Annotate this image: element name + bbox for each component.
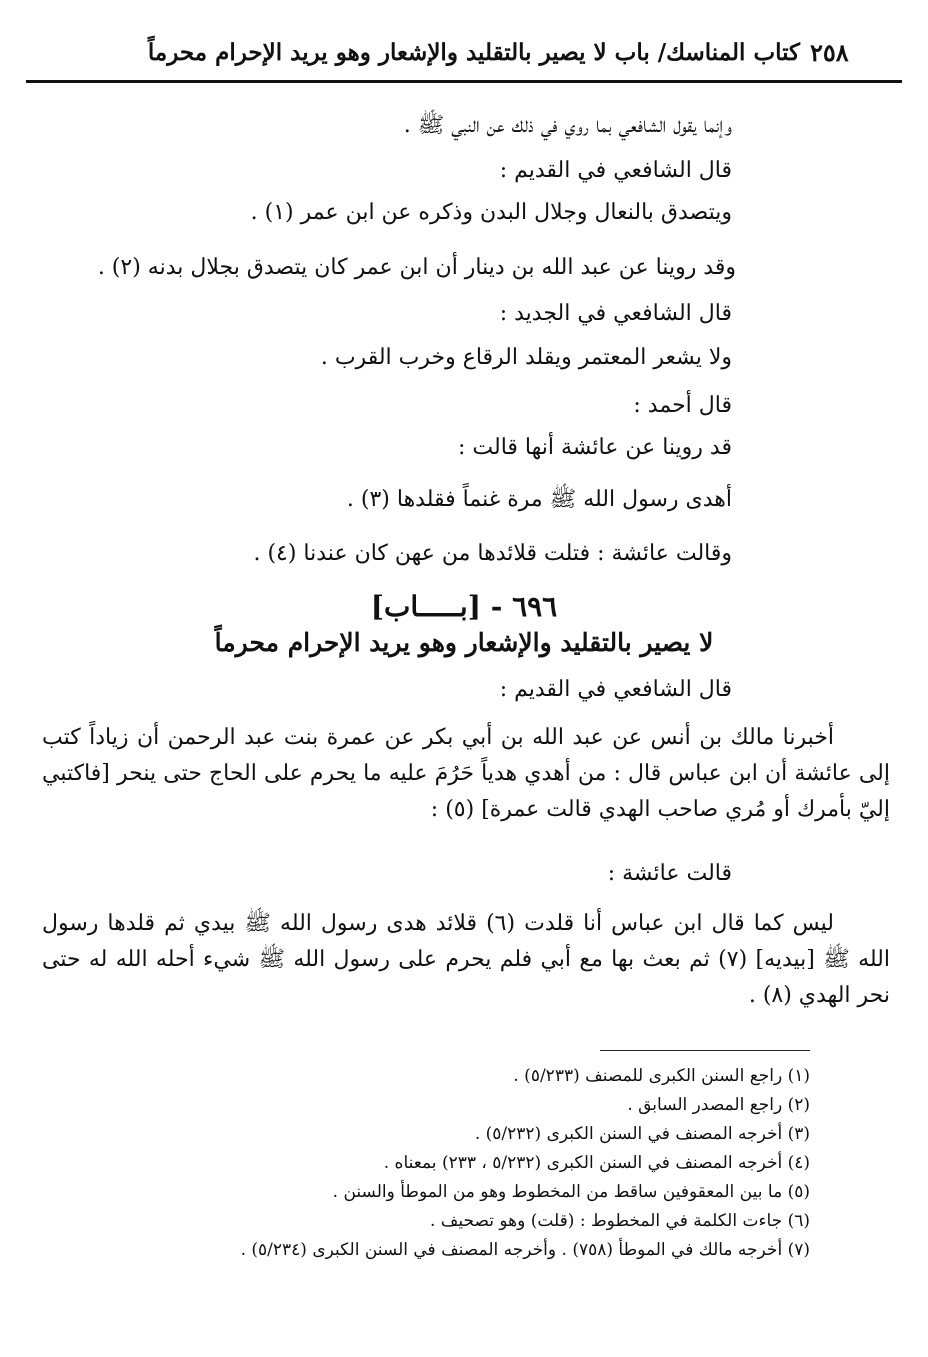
footnote: (٣) أخرجه المصنف في السنن الكبرى (٥/٢٣٢) . [474,1124,810,1144]
text-line: قال أحمد : [633,393,732,418]
footnote: (٢) راجع المصدر السابق . [627,1095,810,1115]
footnote: (٧) أخرجه مالك في الموطأ (٧٥٨) . وأخرجه المصنف في السنن الكبرى (٥/٢٣٤) . [240,1240,810,1260]
footnote: (٦) جاءت الكلمة في المخطوط : (قلت) وهو تصحيف . [429,1211,810,1231]
chapter-number: ٦٩٦ - [بـــــاب] [370,590,558,623]
footnote: (١) راجع السنن الكبرى للمصنف (٥/٢٣٣) . [513,1066,810,1086]
footnotes [60,1062,810,1265]
footnote-rule [600,1050,810,1051]
footnote: (٥) ما بين المعقوفين ساقط من المخطوط وهو من الموطأ والسنن . [332,1182,810,1202]
paragraph: ليس كما قال ابن عباس أنا قلدت (٦) قلائد هدى رسول الله ﷺ بيدي ثم قلدها رسول الله ﷺ [بيديه] (٧) ثم بعث بها مع أبي فلم يحرم على رسول الله ﷺ شيء أحله الله له حتى نحر الهدي (٨) . [42,911,890,1008]
text-line: ويتصدق بالنعال وجلال البدن وذكره عن ابن عمر (١) . [250,200,732,225]
running-header: كتاب المناسك/ باب لا يصير بالتقليد والإشعار وهو يريد الإحرام محرماً [147,39,800,66]
text-line: أهدى رسول الله ﷺ مرة غنماً فقلدها (٣) . [346,487,732,512]
text-line: قال الشافعي في القديم : [499,158,732,183]
section-heading: قال الشافعي في القديم : [499,677,732,702]
header-rule [26,80,902,83]
text-line: قال الشافعي في الجديد : [499,301,732,326]
page-number: ٢٥٨ [810,38,849,67]
paragraph: أخبرنا مالك بن أنس عن عبد الله بن أبي بكر عن عمرة بنت عبد الرحمن أن زياداً كتب إلى عائشة أن ابن عباس قال : من أهدي هدياً حَرُمَ عليه ما يحرم على الحاج حتى ينحر [فاكتبي إليّ بأمرك أو مُري صاحب الهدي قالت عمرة] (٥) : [42,725,890,822]
section-heading: قالت عائشة : [607,861,732,886]
footnote: (٤) أخرجه المصنف في السنن الكبرى (٥/٢٣٢ ، ٢٣٣) بمعناه . [383,1153,810,1173]
chapter-title: لا يصير بالتقليد والإشعار وهو يريد الإحرام محرماً [214,628,714,657]
text-line: وقالت عائشة : فتلت قلائدها من عهن كان عندنا (٤) . [253,541,732,566]
text-line: ولا يشعر المعتمر ويقلد الرقاع وخرب القرب . [320,345,732,370]
text-line: وقد روينا عن عبد الله بن دينار أن ابن عمر كان يتصدق بجلال بدنه (٢) . [97,255,736,280]
text-line: قد روينا عن عائشة أنها قالت : [457,435,732,460]
text-line: وإنما يقول الشافعي بما روي في ذلك عن النبي ﷺ . [403,113,732,138]
